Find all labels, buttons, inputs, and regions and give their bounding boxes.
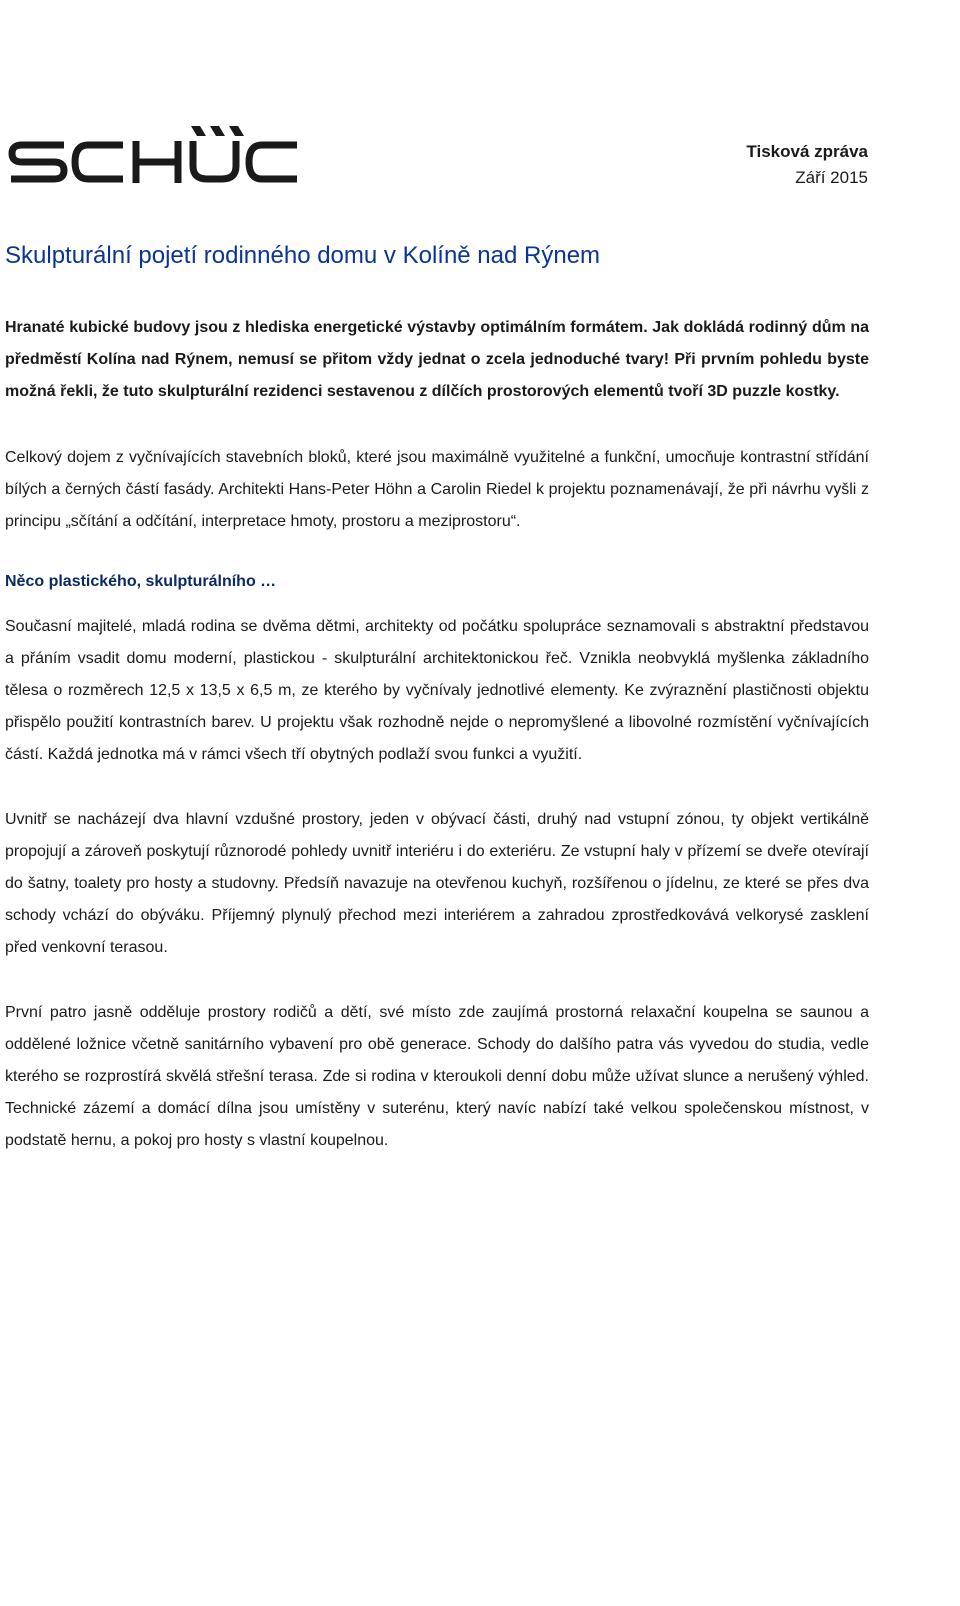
- body-paragraph: Současní majitelé, mladá rodina se dvěma dětmi, architekty od počátku spolupráce seznamovali s abstraktní představou a přáním vsadit domu moderní, plastickou - skulpturální architektonickou řeč. Vznikla neobvyklá myšlenka základního tělesa o rozměrech 12,5 x 13,5 x 6,5 m, ze kterého by vyčnívaly jednotlivé elementy. Ke zvýraznění plastičnosti objektu přispělo použití kontrastních barev. U projektu však rozhodně nejde o nepromyšlené a libovolné rozmístění vyčnívajících částí. Každá jednotka má v rámci všech tří obytných podlaží svou funkci a využití.: [5, 618, 869, 763]
- schuco-logo: [8, 126, 320, 184]
- body-paragraph: První patro jasně odděluje prostory rodičů a dětí, své místo zde zaujímá prostorná relaxační koupelna se saunou a oddělené ložnice včetně sanitárního vybavení pro obě generace. Schody do dalšího patra vás vyvedou do studia, vedle kterého se rozprostírá skvělá střešní terasa. Zde si rodina v kteroukoli denní dobu může užívat slunce a nerušený výhled. Technické zázemí a domácí dílna jsou umístěny v suterénu, který navíc nabízí také velkou společenskou místnost, v podstatě hernu, a pokoj pro hosty s vlastní koupelnou.: [5, 1004, 869, 1149]
- body-paragraph: Uvnitř se nacházejí dva hlavní vzdušné prostory, jeden v obývací části, druhý nad vstupní zónou, ty objekt vertikálně propojují a zároveň poskytují různorodé pohledy uvnitř interiéru i do exteriéru. Ze vstupní haly v přízemí se dveře otevírají do šatny, toalety pro hosty a studovny. Předsíň navazuje na otevřenou kuchyň, rozšířenou o jídelnu, ze které se přes dva schody vchází do obýváku. Příjemný plynulý přechod mezi interiérem a zahradou zprostředkovává velkorysé zasklení před venkovní terasou.: [5, 811, 869, 956]
- release-date: Září 2015: [795, 168, 868, 187]
- intro-paragraph: Celkový dojem z vyčnívajících stavebních bloků, které jsou maximálně využitelné a funkční, umocňuje kontrastní střídání bílých a černých částí fasády. Architekti Hans-Peter Höhn a Carolin Riedel k projektu poznamenávají, že při návrhu vyšli z principu „sčítání a odčítání, interpretace hmoty, prostoru a meziprostoru“.: [5, 449, 869, 530]
- document-type: Tisková zpráva: [746, 142, 868, 161]
- section-subheading: Něco plastického, skulpturálního …: [5, 573, 277, 590]
- lead-paragraph: Hranaté kubické budovy jsou z hlediska energetické výstavby optimálním formátem. Jak dokládá rodinný dům na předměstí Kolína nad Rýnem, nemusí se přitom vždy jednat o zcela jednoduché tvary! Při prvním pohledu byste možná řekli, že tuto skulpturální rezidenci sestavenou z dílčích prostorových elementů tvoří 3D puzzle kostky.: [5, 319, 869, 400]
- article-body: [5, 240, 869, 1157]
- article-title: Skulpturální pojetí rodinného domu v Kolíně nad Rýnem: [5, 242, 601, 269]
